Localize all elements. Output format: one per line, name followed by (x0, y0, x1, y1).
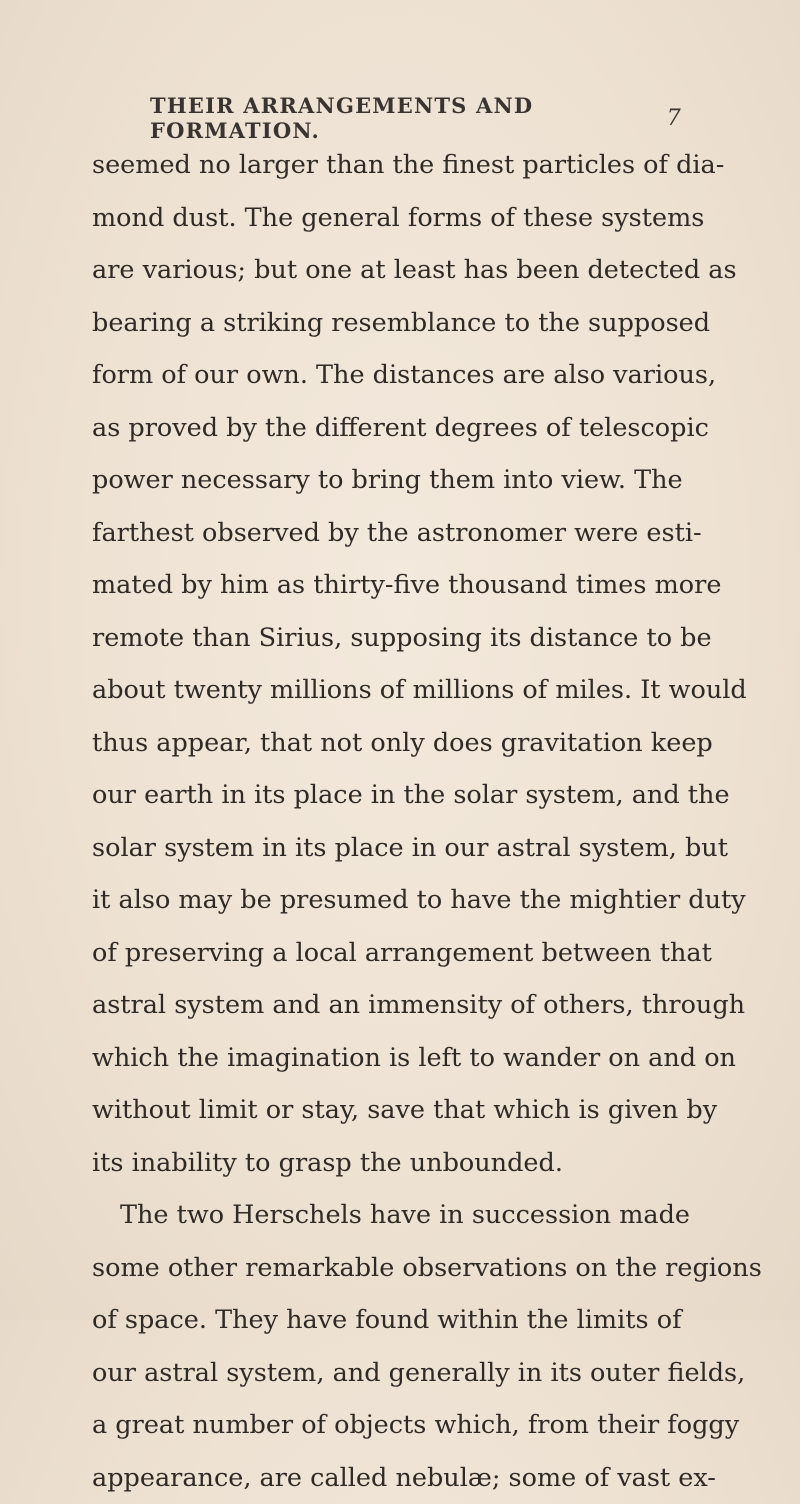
text-line: thus appear, that not only does gravitation keep (92, 717, 672, 770)
text-line: The two Herschels have in succession made (92, 1189, 672, 1242)
text-line: its inability to grasp the unbounded. (92, 1137, 672, 1190)
text-line: about twenty millions of millions of miles. It would (92, 664, 672, 717)
text-line: our astral system, and generally in its outer fields, (92, 1347, 672, 1400)
text-line: some other remarkable observations on the regions (92, 1242, 672, 1295)
body-text (92, 139, 672, 1504)
text-line: mated by him as thirty-five thousand times more (92, 559, 672, 612)
text-line: appearance, are called nebulæ; some of vast ex- (92, 1452, 672, 1504)
text-line: a great number of objects which, from their foggy (92, 1399, 672, 1452)
text-line: bearing a striking resemblance to the supposed (92, 297, 672, 350)
running-head (150, 98, 682, 138)
text-line: astral system and an immensity of others, through (92, 979, 672, 1032)
page-number: 7 (667, 106, 682, 131)
text-line: solar system in its place in our astral system, but (92, 822, 672, 875)
text-line: which the imagination is left to wander on and on (92, 1032, 672, 1085)
text-line: form of our own. The distances are also various, (92, 349, 672, 402)
text-line: mond dust. The general forms of these systems (92, 192, 672, 245)
text-line: seemed no larger than the finest particles of dia- (92, 139, 672, 192)
text-line: of preserving a local arrangement between that (92, 927, 672, 980)
text-line: it also may be presumed to have the mightier duty (92, 874, 672, 927)
running-title: THEIR ARRANGEMENTS AND FORMATION. (150, 93, 667, 143)
text-line: farthest observed by the astronomer were esti- (92, 507, 672, 560)
text-line: power necessary to bring them into view. The (92, 454, 672, 507)
text-line: of space. They have found within the limits of (92, 1294, 672, 1347)
text-line: as proved by the different degrees of telescopic (92, 402, 672, 455)
text-line: remote than Sirius, supposing its distance to be (92, 612, 672, 665)
text-line: are various; but one at least has been detected as (92, 244, 672, 297)
text-line: without limit or stay, save that which is given by (92, 1084, 672, 1137)
text-line: our earth in its place in the solar system, and the (92, 769, 672, 822)
